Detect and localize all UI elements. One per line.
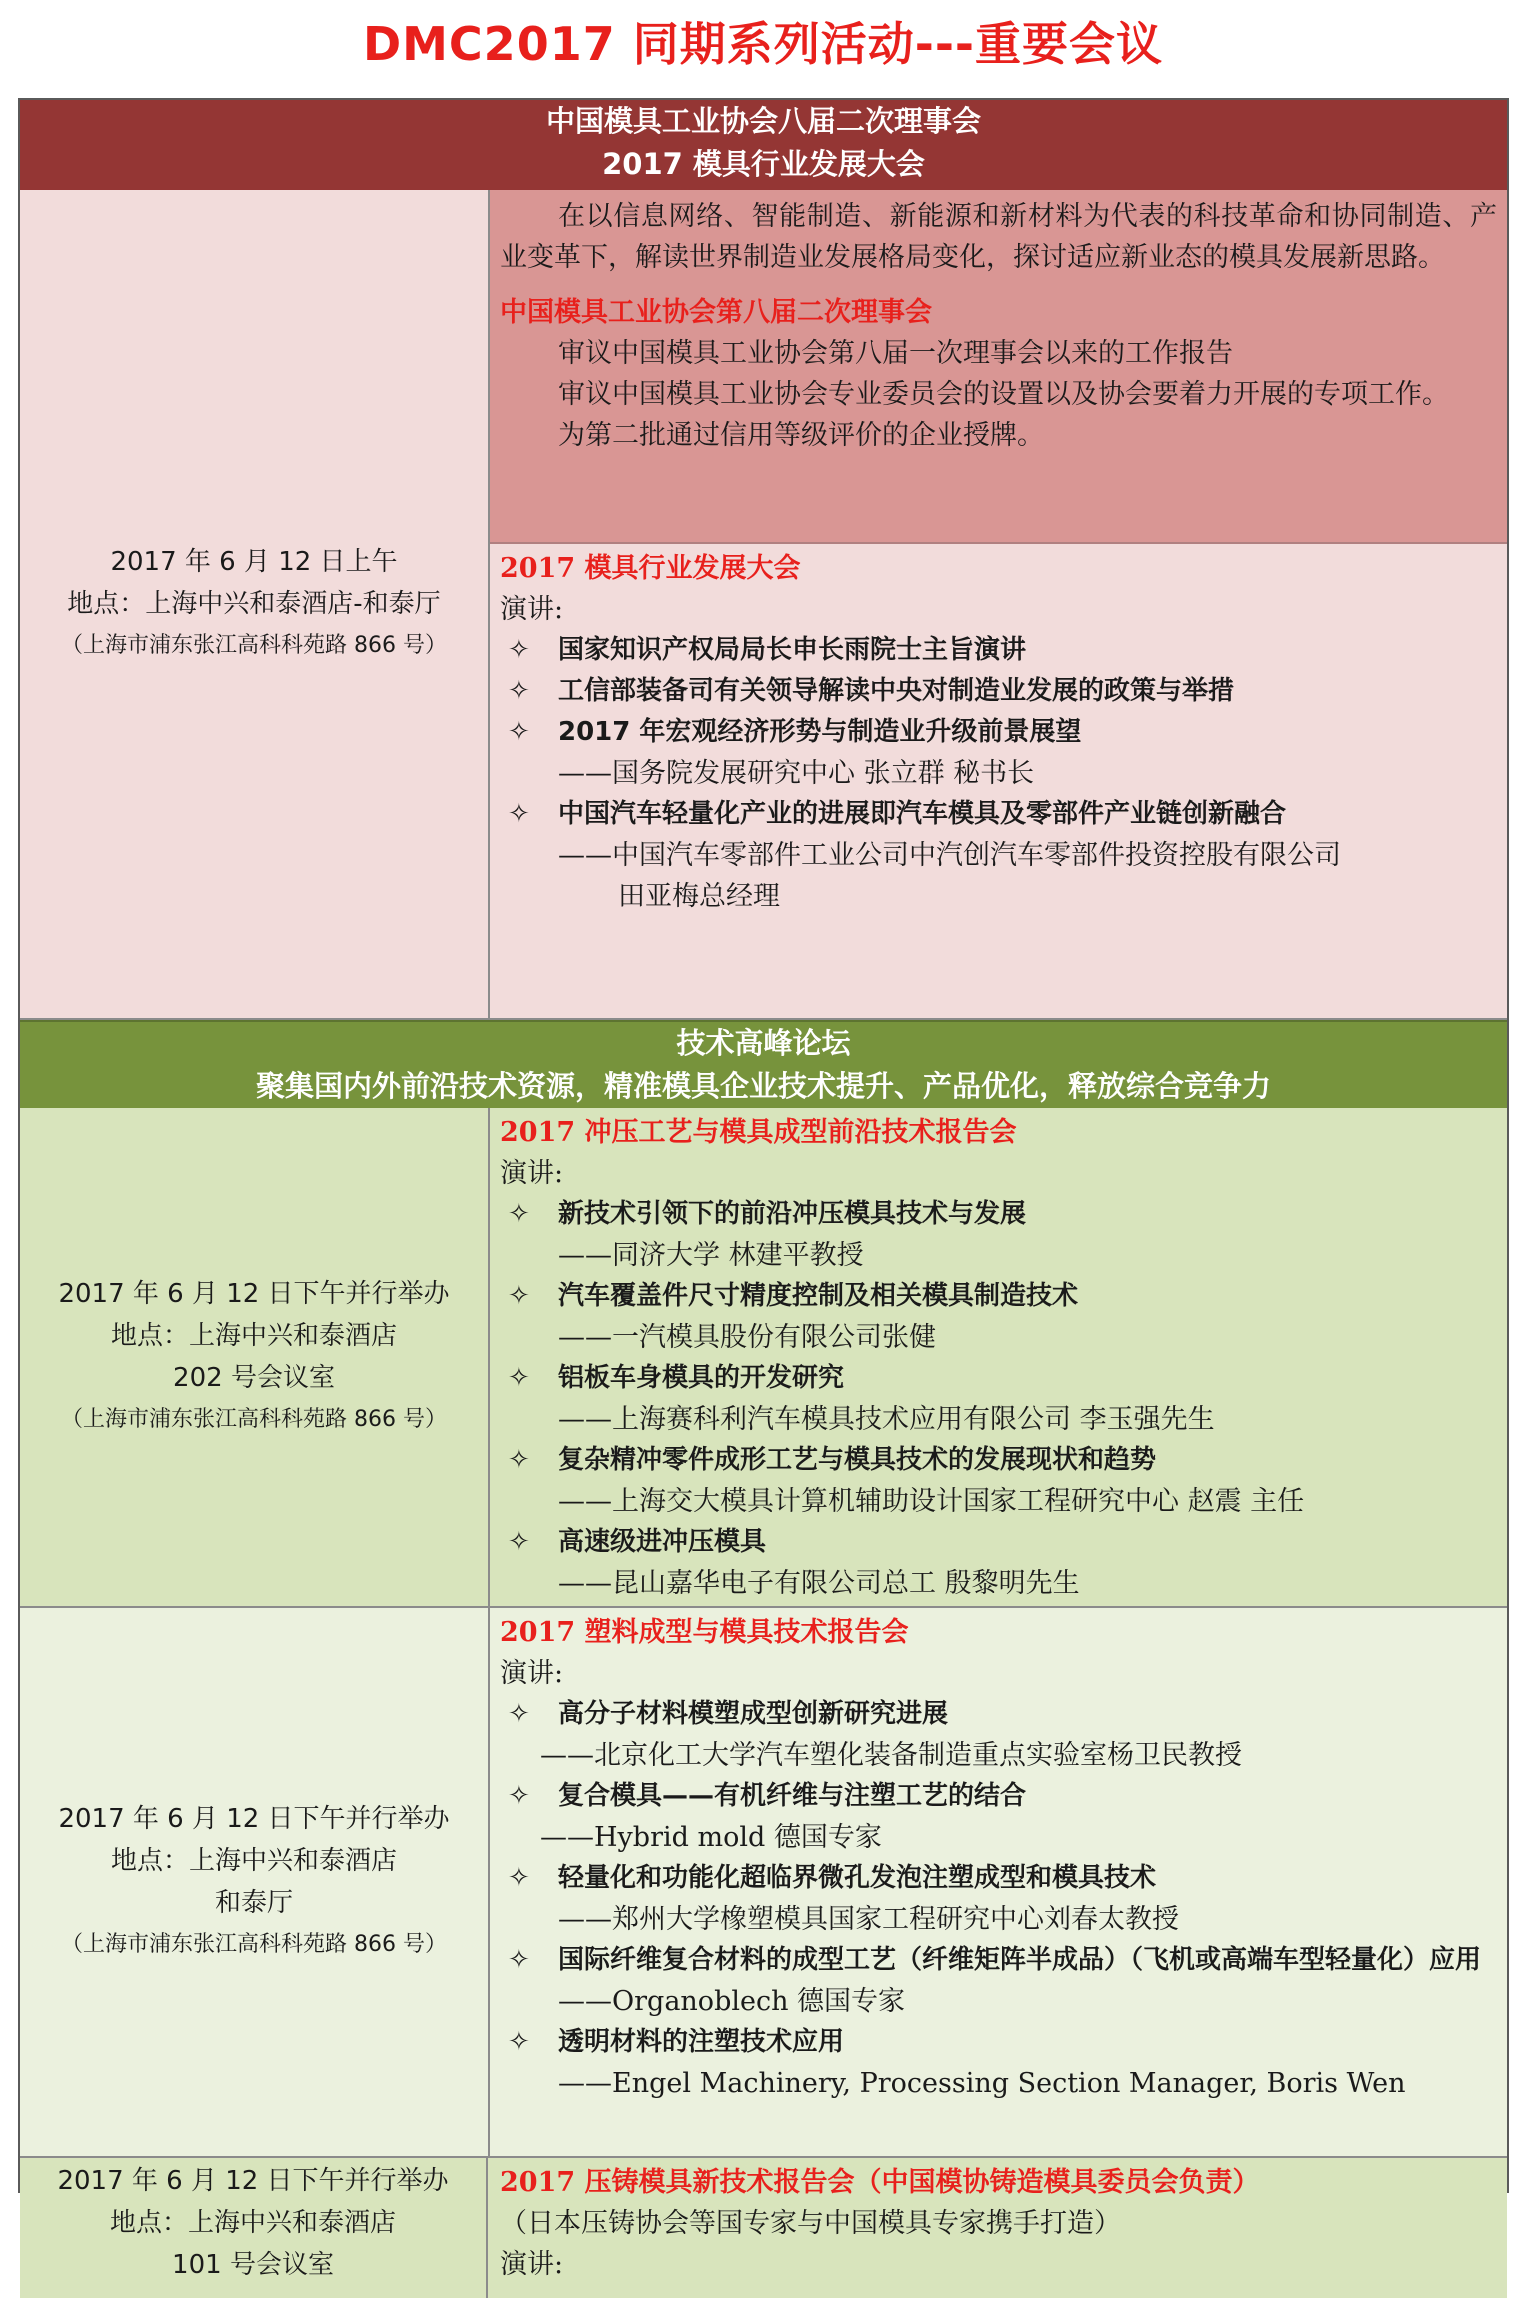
bullet-icon: ✧ bbox=[508, 1863, 530, 1893]
bullet-icon: ✧ bbox=[508, 1781, 530, 1811]
talk-title: 中国汽车轻量化产业的进展即汽车模具及零部件产业链创新融合 bbox=[558, 799, 1287, 829]
council-intro-block bbox=[490, 190, 1507, 544]
stamping-content-cell bbox=[490, 1108, 1507, 1606]
talk-item bbox=[500, 2022, 1497, 2063]
talk-item bbox=[500, 671, 1497, 712]
page-title: DMC2017 同期系列活动---重要会议 bbox=[362, 17, 1164, 71]
speech-label: 演讲: bbox=[500, 1658, 564, 1689]
report-title: 2017 塑料成型与模具技术报告会 bbox=[500, 1617, 909, 1648]
council-title: 中国模具工业协会第八届二次理事会 bbox=[500, 297, 932, 328]
council-item: 为第二批通过信用等级评价的企业授牌。 bbox=[558, 420, 1044, 451]
talk-title: 复合模具——有机纤维与注塑工艺的结合 bbox=[558, 1781, 1027, 1811]
talk-title: 高速级进冲压模具 bbox=[558, 1527, 767, 1557]
talk-speaker: ——北京化工大学汽车塑化装备制造重点实验室杨卫民教授 bbox=[540, 1740, 1242, 1771]
event-place: 地点：上海中兴和泰酒店-和泰厅 bbox=[67, 589, 441, 619]
talk-speaker: ——上海赛科利汽车模具技术应用有限公司 李玉强先生 bbox=[558, 1404, 1215, 1435]
talk-title: 2017 年宏观经济形势与制造业升级前景展望 bbox=[558, 717, 1082, 747]
bullet-icon: ✧ bbox=[508, 1281, 530, 1311]
speech-label: 演讲: bbox=[500, 1158, 564, 1189]
report-title: 2017 冲压工艺与模具成型前沿技术报告会 bbox=[500, 1117, 1017, 1148]
talk-item bbox=[500, 1276, 1497, 1317]
section-header-line1: 技术高峰论坛 bbox=[676, 1026, 851, 1060]
talk-speaker: ——Organoblech 德国专家 bbox=[558, 1986, 906, 2017]
event-address: （上海市浦东张江高科科苑路 866 号） bbox=[61, 1407, 447, 1432]
bullet-icon: ✧ bbox=[508, 717, 530, 747]
stamping-meta-cell bbox=[20, 1108, 490, 1606]
report-title: 2017 压铸模具新技术报告会（中国模协铸造模具委员会负责） bbox=[500, 2167, 1260, 2198]
diecast-meta-cell bbox=[20, 2158, 488, 2298]
talk-speaker: ——昆山嘉华电子有限公司总工 殷黎明先生 bbox=[558, 1568, 1080, 1599]
talk-title: 国家知识产权局局长申长雨院士主旨演讲 bbox=[558, 635, 1027, 665]
bullet-icon: ✧ bbox=[508, 1527, 530, 1557]
talk-item bbox=[500, 1694, 1497, 1735]
talk-speaker: ——Engel Machinery, Processing Section Manager, Boris Wen bbox=[558, 2068, 1406, 2099]
talk-item bbox=[500, 712, 1497, 753]
talk-title: 高分子材料模塑成型创新研究进展 bbox=[558, 1699, 949, 1729]
section-header-forum bbox=[20, 1020, 1507, 1112]
talk-title: 汽车覆盖件尺寸精度控制及相关模具制造技术 bbox=[558, 1281, 1079, 1311]
section-header-council bbox=[20, 100, 1507, 192]
talk-speaker: ——上海交大模具计算机辅助设计国家工程研究中心 赵震 主任 bbox=[558, 1486, 1305, 1517]
talk-item bbox=[500, 1858, 1497, 1899]
council-item: 审议中国模具工业协会专业委员会的设置以及协会要着力开展的专项工作。 bbox=[558, 379, 1449, 410]
talk-speaker-line2: 田亚梅总经理 bbox=[618, 881, 780, 912]
conference-block bbox=[490, 544, 1507, 917]
event-address: （上海市浦东张江高科科苑路 866 号） bbox=[61, 1932, 447, 1957]
intro-paragraph: 在以信息网络、智能制造、新能源和新材料为代表的科技革命和协同制造、产业变革下，解读世界制造业发展格局变化，探讨适应新业态的模具发展新思路。 bbox=[500, 201, 1497, 273]
speech-label: 演讲: bbox=[500, 594, 564, 625]
event-address: （上海市浦东张江高科科苑路 866 号） bbox=[61, 633, 447, 658]
event-date: 2017 年 6 月 12 日下午并行举办 bbox=[57, 2166, 449, 2196]
talk-item bbox=[500, 1776, 1497, 1817]
talk-item bbox=[500, 630, 1497, 671]
plastics-meta-cell bbox=[20, 1608, 490, 2156]
schedule-table bbox=[18, 98, 1509, 2280]
event-room: 101 号会议室 bbox=[172, 2250, 334, 2280]
talk-item bbox=[500, 794, 1497, 835]
talk-title: 复杂精冲零件成形工艺与模具技术的发展现状和趋势 bbox=[558, 1445, 1157, 1475]
bullet-icon: ✧ bbox=[508, 799, 530, 829]
conference-title: 2017 模具行业发展大会 bbox=[500, 553, 801, 584]
bullet-icon: ✧ bbox=[508, 1199, 530, 1229]
bullet-icon: ✧ bbox=[508, 1363, 530, 1393]
bullet-icon: ✧ bbox=[508, 635, 530, 665]
talk-speaker: ——中国汽车零部件工业公司中汽创汽车零部件投资控股有限公司 bbox=[558, 840, 1341, 871]
diecast-content-cell bbox=[490, 2158, 1507, 2298]
event-room: 202 号会议室 bbox=[173, 1363, 335, 1393]
council-content-cell bbox=[490, 190, 1507, 1018]
event-date: 2017 年 6 月 12 日上午 bbox=[110, 547, 398, 577]
talk-item bbox=[500, 1440, 1497, 1481]
diecast-row bbox=[20, 2158, 1507, 2298]
council-item: 审议中国模具工业协会第八届一次理事会以来的工作报告 bbox=[558, 338, 1233, 369]
talk-item bbox=[500, 1358, 1497, 1399]
talk-title: 国际纤维复合材料的成型工艺（纤维矩阵半成品）（飞机或高端车型轻量化）应用 bbox=[558, 1945, 1482, 1975]
talk-title: 铝板车身模具的开发研究 bbox=[558, 1363, 845, 1393]
stamping-row bbox=[20, 1108, 1507, 1608]
report-subtitle: （日本压铸协会等国专家与中国模具专家携手打造） bbox=[500, 2208, 1121, 2239]
speech-label: 演讲: bbox=[500, 2249, 564, 2280]
talk-item bbox=[500, 1194, 1497, 1235]
council-row bbox=[20, 190, 1507, 1020]
event-room: 和泰厅 bbox=[214, 1888, 293, 1918]
section-header-line2: 2017 模具行业发展大会 bbox=[602, 147, 925, 181]
section-header-line2: 聚集国内外前沿技术资源，精准模具企业技术提升、产品优化，释放综合竞争力 bbox=[255, 1069, 1271, 1103]
event-date: 2017 年 6 月 12 日下午并行举办 bbox=[58, 1279, 450, 1309]
talk-speaker: ——郑州大学橡塑模具国家工程研究中心刘春太教授 bbox=[558, 1904, 1179, 1935]
bullet-icon: ✧ bbox=[508, 1945, 530, 1975]
event-place: 地点：上海中兴和泰酒店 bbox=[109, 2208, 396, 2238]
bullet-icon: ✧ bbox=[508, 1699, 530, 1729]
talk-item bbox=[500, 1940, 1497, 1981]
plastics-content-cell bbox=[490, 1608, 1507, 2156]
bullet-icon: ✧ bbox=[508, 1445, 530, 1475]
talk-speaker: ——同济大学 林建平教授 bbox=[558, 1240, 864, 1271]
bullet-icon: ✧ bbox=[508, 2027, 530, 2057]
talk-title: 轻量化和功能化超临界微孔发泡注塑成型和模具技术 bbox=[558, 1863, 1157, 1893]
talk-speaker: ——一汽模具股份有限公司张健 bbox=[558, 1322, 936, 1353]
bullet-icon: ✧ bbox=[508, 676, 530, 706]
event-place: 地点：上海中兴和泰酒店 bbox=[110, 1321, 397, 1351]
event-date: 2017 年 6 月 12 日下午并行举办 bbox=[58, 1804, 450, 1834]
talk-item bbox=[500, 1522, 1497, 1563]
talk-speaker: ——Hybrid mold 德国专家 bbox=[540, 1822, 882, 1853]
council-meta-cell bbox=[20, 190, 490, 1018]
event-place: 地点：上海中兴和泰酒店 bbox=[110, 1846, 397, 1876]
talk-title: 透明材料的注塑技术应用 bbox=[558, 2027, 845, 2057]
talk-title: 工信部装备司有关领导解读中央对制造业发展的政策与举措 bbox=[558, 676, 1235, 706]
plastics-row bbox=[20, 1608, 1507, 2158]
talk-speaker: ——国务院发展研究中心 张立群 秘书长 bbox=[558, 758, 1035, 789]
section-header-line1: 中国模具工业协会八届二次理事会 bbox=[545, 104, 981, 138]
talk-title: 新技术引领下的前沿冲压模具技术与发展 bbox=[558, 1199, 1027, 1229]
